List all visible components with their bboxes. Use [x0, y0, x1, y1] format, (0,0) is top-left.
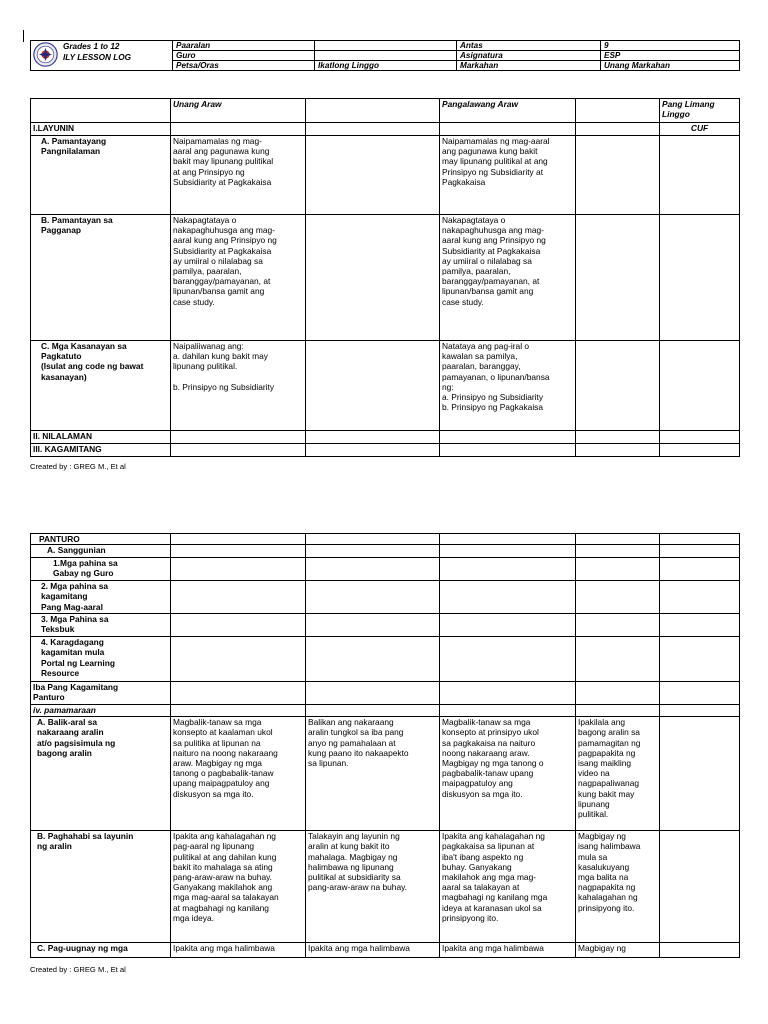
cell[interactable] [576, 682, 660, 705]
lesson-log-table-2 [30, 533, 740, 958]
cell-c-day1[interactable]: Naipaliiwanag ang: a. dahilan kung bakit may lipunang pulitikal. b. Prinsipyo ng Subsidiarity [171, 341, 306, 431]
cell[interactable] [440, 545, 576, 558]
credit-line-1: Created by : GREG M., Et al [30, 462, 126, 471]
value-petsa-oras[interactable]: Ikatlong Linggo [315, 61, 457, 71]
cell[interactable] [171, 637, 306, 682]
cell[interactable] [660, 581, 740, 614]
cell[interactable] [306, 614, 440, 637]
column-header-day3: Pangalawang Araw [440, 99, 576, 123]
cell[interactable] [171, 444, 306, 457]
label-asignatura: Asignatura [457, 51, 601, 61]
cell[interactable] [306, 534, 440, 545]
cell[interactable] [306, 136, 440, 215]
cell[interactable] [576, 431, 660, 444]
cell[interactable] [576, 215, 660, 341]
label-guro: Guro [173, 51, 315, 61]
cell[interactable] [440, 558, 576, 581]
cell[interactable] [660, 705, 740, 717]
column-header-day4 [576, 99, 660, 123]
cell[interactable] [440, 534, 576, 545]
cell[interactable] [171, 682, 306, 705]
cell[interactable] [660, 558, 740, 581]
cell[interactable] [576, 136, 660, 215]
cell[interactable] [306, 341, 440, 431]
cell[interactable] [306, 431, 440, 444]
cell[interactable] [306, 444, 440, 457]
value-paaralan[interactable] [315, 41, 457, 51]
cell-a-day3[interactable]: Naipamamalas ng mag-aaral ang pagunawa kung bakit may lipunang pulitikal at ang Prinsipyo ng Subsidiarity at Pagkakaisa [440, 136, 576, 215]
section-nilalaman: II. NILALAMAN [31, 431, 171, 444]
section-pamamaraan: iv. pamamaraan [31, 705, 171, 717]
cell-paghahabi-day4[interactable]: Magbigay ng isang halimbawa mula sa kasalukuyang mga balita na nagpapakita ng kahalagahan ng prinsipyong ito. [576, 831, 660, 943]
row-label-sanggunian: A. Sanggunian [31, 545, 171, 558]
cell[interactable] [660, 717, 740, 831]
row-label-pamantayan-sa-pagganap: B. Pamantayan sa Pagganap [31, 215, 171, 341]
cell-paghahabi-day3[interactable]: Ipakita ang kahalagahan ng pagkakaisa sa lipunan at iba't ibang aspekto ng buhay. Ganyakang makilahok ang mga mag- aaral sa talakayan at magbahagi ng kanilang mga ideya at karanasan ukol sa prinsipyong ito. [440, 831, 576, 943]
label-markahan: Markahan [457, 61, 601, 71]
header-title-line2: ILY LESSON LOG [63, 53, 131, 62]
row-label-balik-aral: A. Balik-aral sa nakaraang aralin at/o pagsisimula ng bagong aralin [31, 717, 171, 831]
cell[interactable] [440, 581, 576, 614]
cell[interactable] [576, 558, 660, 581]
cell-balik-aral-day3[interactable]: Magbalik-tanaw sa mga konsepto at prinsipyo ukol sa pagkakaisa na naituro noong nakaraang araw. Magbigay ng mga tanong o pagbabalik-tanaw upang maipagpatuloy ang diskusyon sa mga ito. [440, 717, 576, 831]
label-petsa-oras: Petsa/Oras [173, 61, 315, 71]
cuf-label: CUF [660, 123, 740, 136]
column-header-day1: Unang Araw [171, 99, 306, 123]
credit-line-2: Created by : GREG M., Et al [30, 965, 126, 974]
cell[interactable] [576, 534, 660, 545]
row-label-learning-resource: 4. Karagdagang kagamitan mula Portal ng Learning Resource [31, 637, 171, 682]
cell-balik-aral-day1[interactable]: Magbalik-tanaw sa mga konsepto at kaalaman ukol sa pulitika at lipunan na naituro na noong nakaraang araw. Magbigay ng mga tanong o pagbabalik-tanaw upang maipagpatuloy ang diskusyon sa mga ito. [171, 717, 306, 831]
cell[interactable] [306, 123, 440, 136]
cell[interactable] [440, 614, 576, 637]
cell[interactable] [576, 545, 660, 558]
section-layunin: I.LAYUNIN [31, 123, 171, 136]
cell[interactable] [576, 123, 660, 136]
column-header-day5: Pang Limang Linggo [660, 99, 740, 123]
cell-a-day1[interactable]: Naipamamalas ng mag- aaral ang pagunawa kung bakit may lipunang pulitikal at ang Prinsipyo ng Subsidiarity at Pagkakaisa [171, 136, 306, 215]
cell[interactable] [660, 682, 740, 705]
cell[interactable] [576, 581, 660, 614]
cell-c-day3[interactable]: Natataya ang pag-iral o kawalan sa pamilya, paaralan, baranggay, pamayanan, o lipunan/bansa ng: a. Prinsipyo ng Subsidiarity b. Prinsipyo ng Pagkakaisa [440, 341, 576, 431]
cell[interactable] [440, 705, 576, 717]
cell[interactable] [306, 581, 440, 614]
section-kagamitang: III. KAGAMITANG [31, 444, 171, 457]
cell-balik-aral-day2[interactable]: Balikan ang nakaraang aralin tungkol sa iba pang anyo ng pamahalaan at kung paano ito nakaapekto sa lipunan. [306, 717, 440, 831]
cell-paghahabi-day2[interactable]: Talakayin ang layunin ng aralin at kung bakit ito mahalaga. Magbigay ng halimbawa ng lipunang pulitikal at subsidiarity sa pang-araw-araw na buhay. [306, 831, 440, 943]
label-antas: Antas [457, 41, 601, 51]
cell[interactable] [576, 444, 660, 457]
corner-cell [31, 99, 171, 123]
cell[interactable] [171, 534, 306, 545]
cell[interactable] [440, 444, 576, 457]
header-title-line1: Grades 1 to 12 [63, 42, 120, 51]
cell[interactable] [171, 558, 306, 581]
cell[interactable] [660, 431, 740, 444]
cell[interactable] [306, 705, 440, 717]
cell[interactable] [440, 682, 576, 705]
cell[interactable] [306, 215, 440, 341]
header-title-cell [31, 41, 173, 71]
row-label-gabay-ng-guro: 1.Mga pahina sa Gabay ng Guro [31, 558, 171, 581]
cell[interactable] [660, 831, 740, 943]
cell[interactable] [576, 341, 660, 431]
value-antas[interactable]: 9 [601, 41, 740, 51]
cell-b-day1[interactable]: Nakapagtataya o nakapaghuhusga ang mag- aaral kung ang Prinsipyo ng Subsidiarity at Pagkakaisa ay umiiral o nilalabag sa pamilya, paaralan, baranggay/pamayanan, at lipunan/bansa gamit ang case study. [171, 215, 306, 341]
cell[interactable] [171, 431, 306, 444]
header-table [30, 40, 740, 71]
cell[interactable] [171, 581, 306, 614]
cell[interactable] [660, 943, 740, 958]
cell[interactable] [306, 558, 440, 581]
row-label-pamantayang-pangnilalaman: A. Pamantayang Pangnilalaman [31, 136, 171, 215]
cell-b-day3[interactable]: Nakapagtataya o nakapaghuhusga ang mag- aaral kung ang Prinsipyo ng Subsidiarity at Pagkakaisa ay umiiral o nilalabag sa pamilya, paaralan, baranggay/pamayanan, at lipunan/bansa gamit ang case study. [440, 215, 576, 341]
cell[interactable] [660, 534, 740, 545]
cell[interactable] [660, 637, 740, 682]
text-cursor [23, 30, 24, 42]
section-panturo: PANTURO [31, 534, 171, 545]
row-label-paghahabi: B. Paghahabi sa layunin ng aralin [31, 831, 171, 943]
cell-balik-aral-day4[interactable]: Ipakilala ang bagong aralin sa pamamagitan ng pagpapakita ng isang maikling video na nagpapaliwanag kung bakit may lipunang pulitikal. [576, 717, 660, 831]
cell[interactable] [171, 123, 306, 136]
cell[interactable] [171, 705, 306, 717]
cell[interactable] [171, 545, 306, 558]
lesson-log-table-1 [30, 98, 740, 457]
cell[interactable] [576, 637, 660, 682]
row-label-pang-mag-aaral: 2. Mga pahina sa kagamitang Pang Mag-aaral [31, 581, 171, 614]
value-asignatura[interactable]: ESP [601, 51, 740, 61]
value-guro[interactable] [315, 51, 457, 61]
cell[interactable] [306, 637, 440, 682]
cell[interactable] [660, 614, 740, 637]
row-label-iba-pang-kagamitang: Iba Pang Kagamitang Panturo [31, 682, 171, 705]
deped-seal-icon [33, 42, 58, 67]
cell-paghahabi-day1[interactable]: Ipakita ang kahalagahan ng pag-aaral ng lipunang pulitikal at ang dahilan kung bakit ito mahalaga sa ating pang-araw-araw na buhay. Ganyakang makilahok ang mga mag-aaral sa talakayan at magbahagi ng kanilang mga ideya. [171, 831, 306, 943]
cell[interactable] [576, 705, 660, 717]
cell[interactable] [440, 431, 576, 444]
cell[interactable] [576, 614, 660, 637]
cell-pag-uugnay-day3[interactable]: Ipakita ang mga halimbawa [440, 943, 576, 958]
cell[interactable] [440, 123, 576, 136]
cell[interactable] [306, 682, 440, 705]
cell[interactable] [660, 341, 740, 431]
cell[interactable] [440, 637, 576, 682]
cell[interactable] [660, 215, 740, 341]
column-header-day2 [306, 99, 440, 123]
cell-pag-uugnay-day2[interactable]: Ipakita ang mga halimbawa [306, 943, 440, 958]
row-label-pag-uugnay: C. Pag-uugnay ng mga [31, 943, 171, 958]
row-label-teksbuk: 3. Mga Pahina sa Teksbuk [31, 614, 171, 637]
cell[interactable] [660, 136, 740, 215]
cell[interactable] [306, 545, 440, 558]
row-label-mga-kasanayan: C. Mga Kasanayan sa Pagkatuto (Isulat ang code ng bawat kasanayan) [31, 341, 171, 431]
cell[interactable] [171, 614, 306, 637]
cell-pag-uugnay-day4[interactable]: Magbigay ng [576, 943, 660, 958]
cell[interactable] [660, 444, 740, 457]
cell-pag-uugnay-day1[interactable]: Ipakita ang mga halimbawa [171, 943, 306, 958]
value-markahan[interactable]: Unang Markahan [601, 61, 740, 71]
cell[interactable] [660, 545, 740, 558]
label-paaralan: Paaralan [173, 41, 315, 51]
